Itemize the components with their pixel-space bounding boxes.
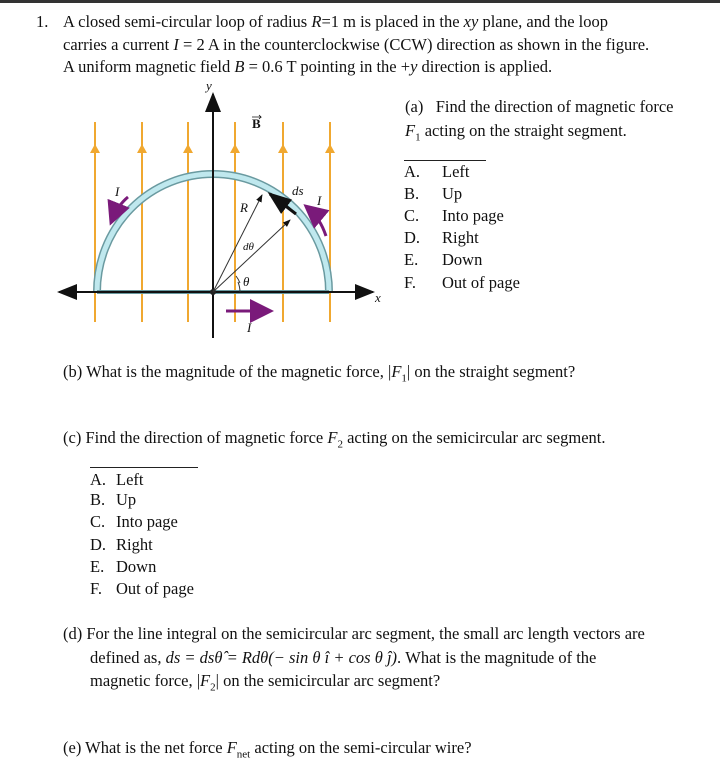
x-axis-label: x bbox=[375, 290, 381, 305]
part-c-question: (c) Find the direction of magnetic force $F_2$ acting on the semicircular arc segment. bbox=[63, 428, 606, 451]
radius-label: R bbox=[240, 200, 248, 215]
current-label-left: I bbox=[115, 184, 120, 199]
intro-line-1: A closed semi-circular loop of radius R=1 m is placed in the xy plane, and the loop bbox=[63, 12, 608, 31]
dtheta-arc bbox=[236, 276, 240, 283]
intro-line-3: A uniform magnetic field B = 0.6 T pointing in the +y direction is applied. bbox=[63, 57, 553, 76]
option-c-out-of-page[interactable]: F. Out of page bbox=[90, 579, 194, 598]
option-c-up[interactable]: B. Up bbox=[90, 490, 137, 509]
option-a-left[interactable]: A. Left bbox=[404, 162, 470, 181]
part-a-line-2: $F_1$ acting on the straight segment. bbox=[405, 121, 627, 144]
part-d-line-2: defined as, ds = dsθ̂ = Rdθ(− sin θ î + cos θ ĵ). What is the magnitude of the bbox=[90, 648, 597, 667]
ds-label: ds bbox=[292, 183, 304, 198]
part-a-line-1: (a) Find the direction of magnetic force bbox=[405, 97, 674, 116]
option-a-up[interactable]: B. Up bbox=[404, 184, 463, 203]
radius-line-2 bbox=[213, 220, 290, 292]
option-a-into-page[interactable]: C. Into page bbox=[404, 206, 504, 225]
dtheta-label: dθ bbox=[243, 241, 254, 253]
part-d-line-3: magnetic force, $|F_2|$ on the semicircular arc segment? bbox=[90, 671, 441, 694]
theta-label: θ bbox=[243, 274, 250, 289]
option-c-into-page[interactable]: C. Into page bbox=[90, 512, 178, 531]
answer-blank-a[interactable] bbox=[404, 160, 486, 161]
answer-blank-c[interactable] bbox=[90, 467, 198, 468]
option-a-down[interactable]: E. Down bbox=[404, 250, 483, 269]
option-c-down[interactable]: E. Down bbox=[90, 557, 157, 576]
part-b-question: (b) What is the magnitude of the magnetic force, $|F_1|$ on the straight segment? bbox=[63, 362, 576, 385]
field-label: B bbox=[252, 116, 261, 131]
part-e-question: (e) What is the net force $F_{net}$ acting on the semi-circular wire? bbox=[63, 738, 472, 761]
y-axis-label: y bbox=[206, 78, 212, 93]
option-c-left[interactable]: A. Left bbox=[90, 470, 144, 489]
current-label-bottom: I bbox=[247, 320, 252, 335]
option-a-right[interactable]: D. Right bbox=[404, 228, 479, 247]
option-a-out-of-page[interactable]: F. Out of page bbox=[404, 273, 520, 292]
part-d-line-1: (d) For the line integral on the semicircular arc segment, the small arc length vectors are bbox=[63, 624, 645, 643]
current-label-right: I bbox=[317, 193, 322, 208]
option-c-right[interactable]: D. Right bbox=[90, 535, 153, 554]
problem-number: 1. bbox=[36, 12, 49, 31]
intro-line-2: carries a current I = 2 A in the counterclockwise (CCW) direction as shown in the figure. bbox=[63, 35, 650, 54]
